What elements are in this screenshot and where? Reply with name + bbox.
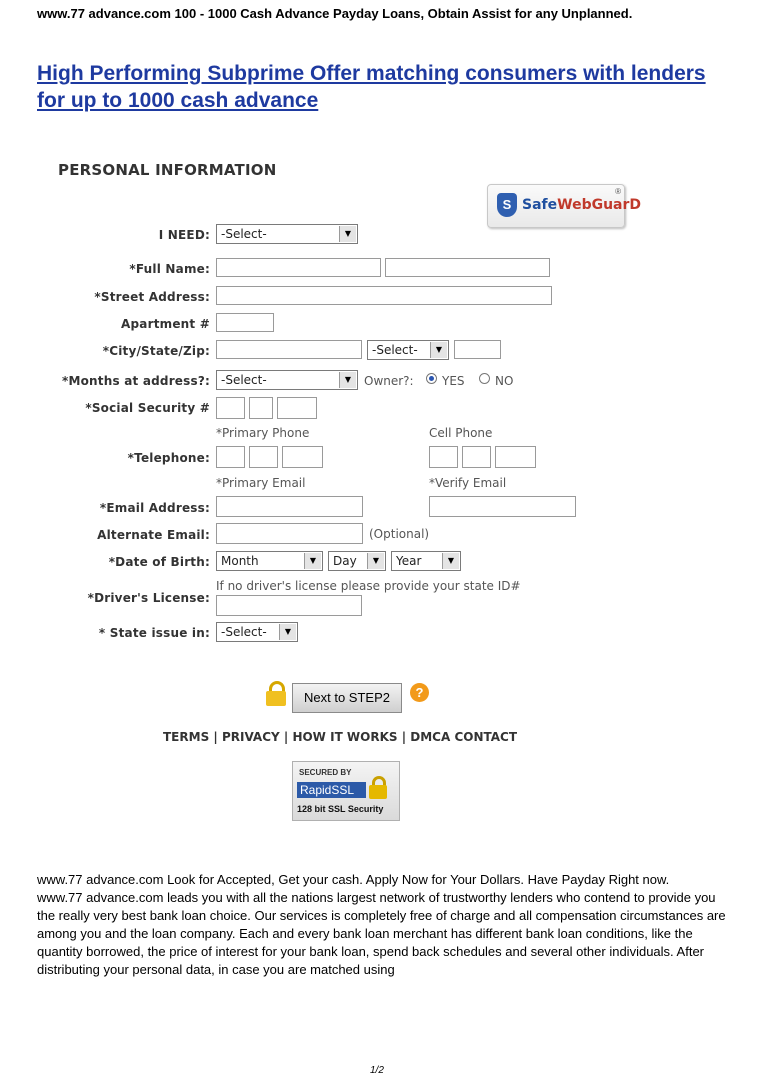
- state-issue-value: -Select-: [221, 625, 267, 639]
- safewebguard-text: SafeWebGuarD: [522, 197, 642, 213]
- verify-email-input[interactable]: [429, 496, 576, 517]
- need-select-value: -Select-: [221, 227, 267, 241]
- phone-area-input[interactable]: [216, 446, 245, 468]
- phone-prefix-input[interactable]: [249, 446, 278, 468]
- alt-email-label: Alternate Email:: [97, 528, 210, 542]
- email-input[interactable]: [216, 496, 363, 517]
- section-title: PERSONAL INFORMATION: [58, 161, 277, 179]
- primary-email-hint: *Primary Email: [216, 476, 306, 490]
- months-label: *Months at address?:: [62, 374, 210, 388]
- apartment-input[interactable]: [216, 313, 274, 332]
- owner-yes-radio[interactable]: [426, 373, 437, 384]
- ssn-part3-input[interactable]: [277, 397, 317, 419]
- need-label: I NEED:: [158, 228, 210, 242]
- next-step-button[interactable]: Next to STEP2: [292, 683, 402, 713]
- zip-input[interactable]: [454, 340, 501, 359]
- footer-links[interactable]: TERMS | PRIVACY | HOW IT WORKS | DMCA CONTACT: [163, 730, 518, 744]
- dob-month-value: Month: [221, 554, 259, 568]
- primary-phone-hint: *Primary Phone: [216, 426, 310, 440]
- state-issue-select[interactable]: [216, 622, 298, 642]
- verify-email-hint: *Verify Email: [429, 476, 507, 490]
- help-icon[interactable]: ?: [410, 683, 429, 702]
- last-name-input[interactable]: [385, 258, 550, 277]
- cell-prefix-input[interactable]: [462, 446, 491, 468]
- rapidssl-badge[interactable]: [292, 761, 400, 821]
- dob-label: *Date of Birth:: [108, 555, 210, 569]
- first-name-input[interactable]: [216, 258, 381, 277]
- safewebguard-badge[interactable]: [487, 184, 642, 228]
- dob-year-value: Year: [396, 554, 422, 568]
- ssn-part1-input[interactable]: [216, 397, 245, 419]
- months-select-value: -Select-: [221, 373, 267, 387]
- street-label: *Street Address:: [94, 290, 210, 304]
- page-number: 1/2: [370, 1065, 384, 1076]
- months-select[interactable]: [216, 370, 358, 390]
- cell-phone-hint: Cell Phone: [429, 426, 493, 440]
- chevron-down-icon: ▼: [304, 553, 321, 569]
- chevron-down-icon: ▼: [367, 553, 384, 569]
- apartment-label: Apartment #: [121, 317, 210, 331]
- fullname-label: *Full Name:: [129, 262, 210, 276]
- page-header: www.77 advance.com 100 - 1000 Cash Advance Payday Loans, Obtain Assist for any Unplanned.: [37, 6, 633, 21]
- owner-yes-label: YES: [442, 374, 465, 388]
- cell-line-input[interactable]: [495, 446, 536, 468]
- lock-icon: [266, 681, 286, 707]
- city-label: *City/State/Zip:: [102, 344, 210, 358]
- body-paragraph: www.77 advance.com Look for Accepted, Get your cash. Apply Now for Your Dollars. Have Payday Right now. www.77 advance.com leads you with all the nations largest network of trustworthy lenders who contend to provide you the really very best bank loan choice. Our services is completely free of charge and all compensation circumstances are among you and the loan company. Each and every bank loan merchant has different bank loan conditions, like the quantity borrowed, the price of interest for your bank loan, spend back schedules and several other individuals. After distributing your personal data, in case you are matched using: [37, 872, 726, 977]
- shield-icon: S: [497, 193, 517, 217]
- dob-year-select[interactable]: [391, 551, 461, 571]
- city-input[interactable]: [216, 340, 362, 359]
- street-input[interactable]: [216, 286, 552, 305]
- ssl-brand: RapidSSL: [297, 782, 366, 798]
- state-select[interactable]: [367, 340, 449, 360]
- state-select-value: -Select-: [372, 343, 418, 357]
- phone-line-input[interactable]: [282, 446, 323, 468]
- title-link[interactable]: High Performing Subprime Offer matching consumers with lenders for up to 1000 cash advance: [37, 62, 706, 112]
- owner-no-label: NO: [495, 374, 514, 388]
- chevron-down-icon: ▼: [339, 372, 356, 388]
- chevron-down-icon: ▼: [430, 342, 447, 358]
- state-issue-label: * State issue in:: [98, 626, 210, 640]
- telephone-label: *Telephone:: [127, 451, 210, 465]
- license-input[interactable]: [216, 595, 362, 616]
- license-label: *Driver's License:: [87, 591, 210, 605]
- alt-email-input[interactable]: [216, 523, 363, 544]
- dob-month-select[interactable]: [216, 551, 323, 571]
- ssn-part2-input[interactable]: [249, 397, 273, 419]
- ssl-secured-by: SECURED BY: [299, 768, 352, 777]
- chevron-down-icon: ▼: [279, 624, 296, 640]
- cell-area-input[interactable]: [429, 446, 458, 468]
- email-label: *Email Address:: [99, 501, 210, 515]
- owner-label: Owner?:: [364, 374, 414, 388]
- dob-day-value: Day: [333, 554, 357, 568]
- chevron-down-icon: ▼: [339, 226, 356, 242]
- padlock-icon: [369, 776, 387, 800]
- ssl-strength: 128 bit SSL Security: [297, 804, 384, 814]
- dob-day-select[interactable]: [328, 551, 386, 571]
- ssn-label: *Social Security #: [85, 401, 210, 415]
- license-hint: If no driver's license please provide your state ID#: [216, 579, 521, 593]
- registered-mark: ®: [615, 187, 621, 196]
- need-select[interactable]: [216, 224, 358, 244]
- chevron-down-icon: ▼: [442, 553, 459, 569]
- optional-hint: (Optional): [369, 527, 430, 541]
- owner-no-radio[interactable]: [479, 373, 490, 384]
